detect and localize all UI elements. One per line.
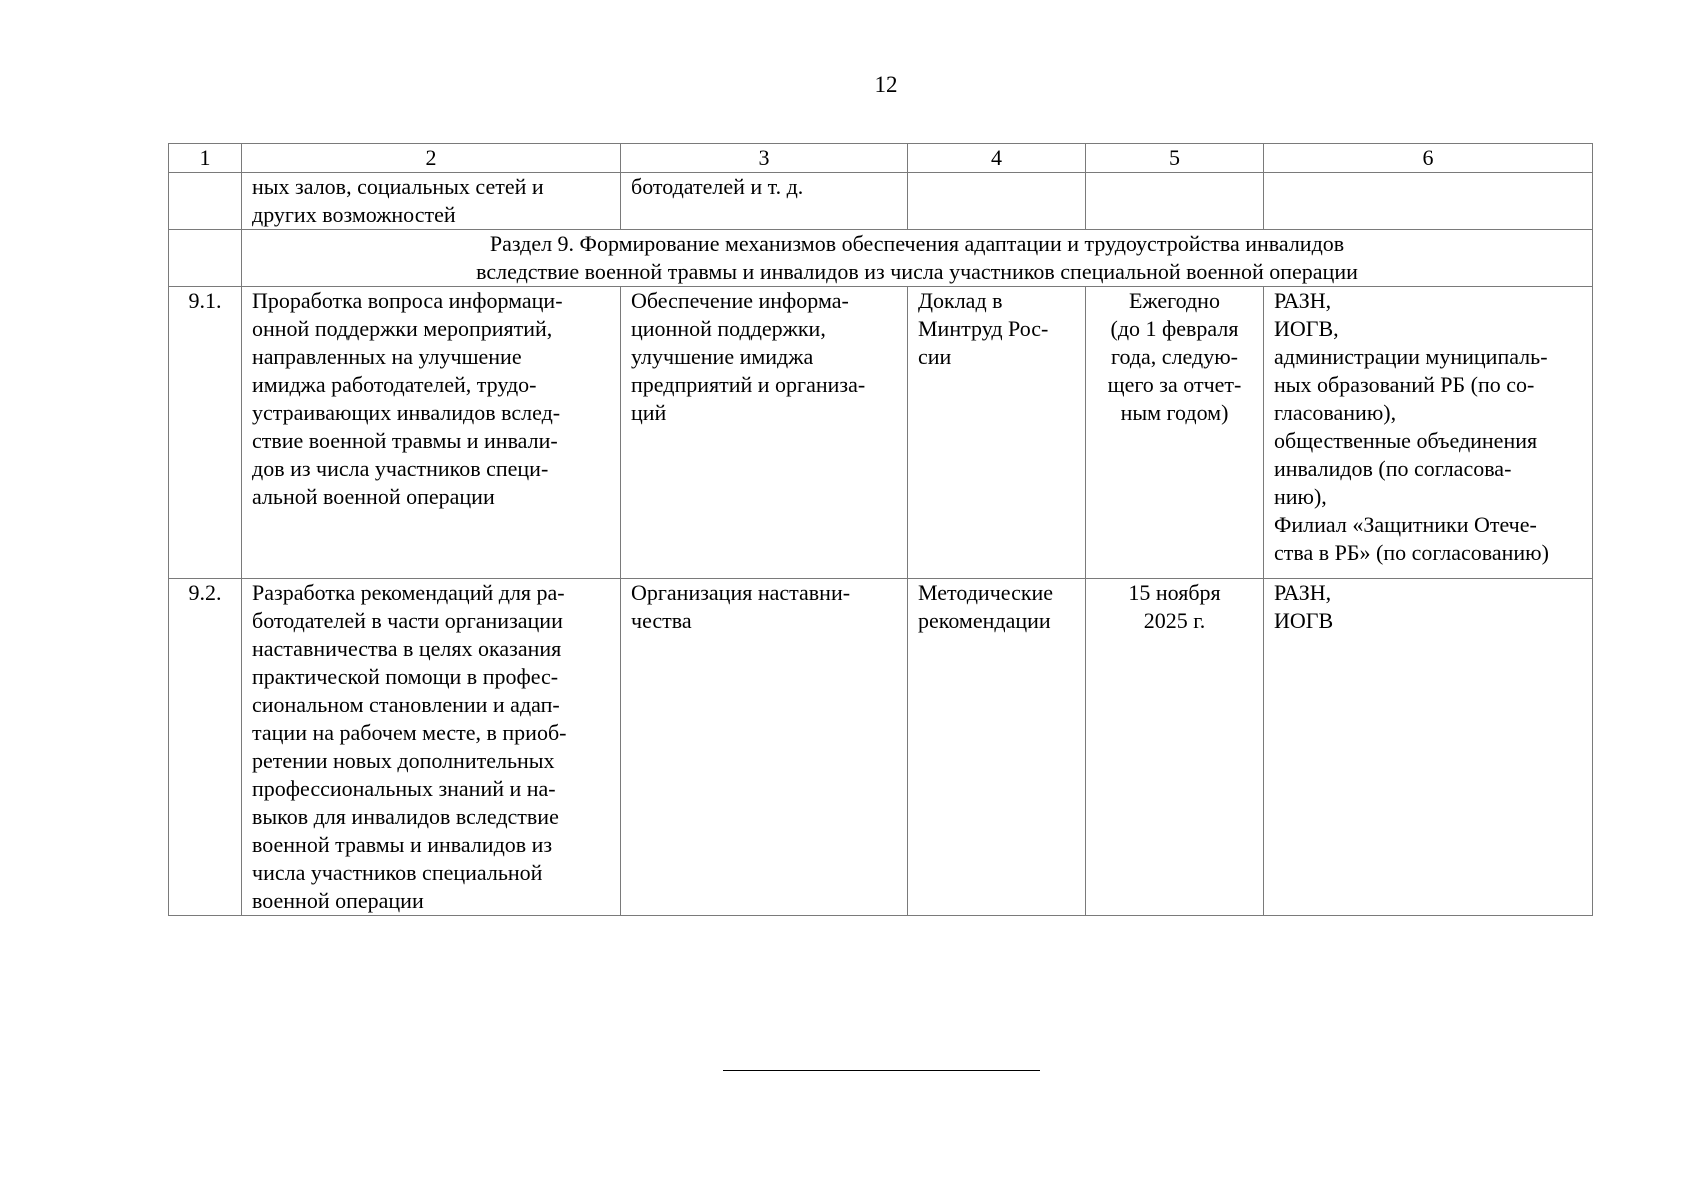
deadline-cell: 15 ноября 2025 г. xyxy=(1086,579,1264,916)
row-number-cell xyxy=(169,173,242,230)
row-number-cell xyxy=(169,230,242,287)
responsible-cell: РАЗН, ИОГВ xyxy=(1264,579,1593,916)
column-number-row xyxy=(169,144,1593,173)
form-cell xyxy=(908,173,1086,230)
activity-cell: Проработка вопроса информаци- онной поддержки мероприятий, направленных на улучшение имиджа работодателей, трудо- устраивающих инвалидов вслед- ствие военной травмы и инвали- дов из числа участников специ- альной военной операции xyxy=(242,287,621,579)
column-number: 4 xyxy=(908,144,1086,173)
table-row xyxy=(169,287,1593,579)
row-number-cell: 9.2. xyxy=(169,579,242,916)
section-title: Раздел 9. Формирование механизмов обеспечения адаптации и трудоустройства инвалидов вследствие военной травмы и инвалидов из числа участников специальной военной операции xyxy=(242,230,1593,287)
table-row xyxy=(169,579,1593,916)
result-cell: ботодателей и т. д. xyxy=(621,173,908,230)
responsible-cell xyxy=(1264,173,1593,230)
column-number: 3 xyxy=(621,144,908,173)
result-cell: Обеспечение информа- ционной поддержки, улучшение имиджа предприятий и организа- ций xyxy=(621,287,908,579)
page-number: 12 xyxy=(874,72,898,97)
form-cell: Доклад в Минтруд Рос- сии xyxy=(908,287,1086,579)
result-cell: Организация наставни- чества xyxy=(621,579,908,916)
column-number: 1 xyxy=(169,144,242,173)
form-cell: Методические рекомендации xyxy=(908,579,1086,916)
responsible-cell: РАЗН, ИОГВ, администрации муниципаль- ных образований РБ (по со- гласованию), общественные объединения инвалидов (по согласова- нию), Филиал «Защитники Отече- ства в РБ» (по согласованию) xyxy=(1264,287,1593,579)
row-number-cell: 9.1. xyxy=(169,287,242,579)
column-number: 5 xyxy=(1086,144,1264,173)
activity-cell: Разработка рекомендаций для ра- ботодателей в части организации наставничества в целях оказания практической помощи в профес- сиональном становлении и адап- тации на рабочем месте, в приоб- ретении новых дополнительных профессиональных знаний и на- выков для инвалидов вследствие военной травмы и инвалидов из числа участников специальной военной операции xyxy=(242,579,621,916)
column-number: 2 xyxy=(242,144,621,173)
action-plan-table xyxy=(168,143,1593,916)
activity-cell: ных залов, социальных сетей и других возможностей xyxy=(242,173,621,230)
bottom-separator-line xyxy=(723,1070,1040,1071)
column-number: 6 xyxy=(1264,144,1593,173)
deadline-cell xyxy=(1086,173,1264,230)
section-row xyxy=(169,230,1593,287)
continued-row xyxy=(169,173,1593,230)
deadline-cell: Ежегодно (до 1 февраля года, следую- щего за отчет- ным годом) xyxy=(1086,287,1264,579)
